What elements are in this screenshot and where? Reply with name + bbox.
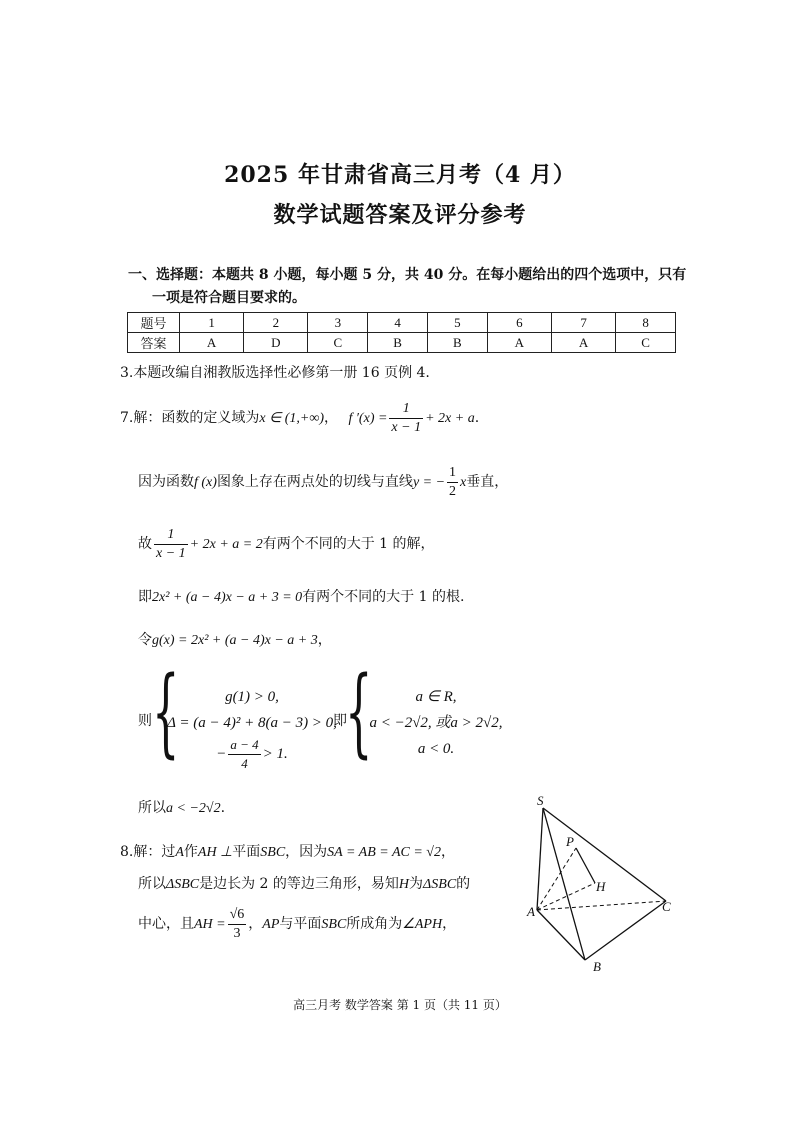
sys1-line-b: Δ = (a − 4)² + 8(a − 3) > 0, [167,715,337,731]
fraction-numerator: 1 [389,400,423,419]
q7-l2-fx: f (x) [194,475,217,490]
q7-line-4 [138,587,464,608]
q8-l1-eq: SA = AB = AC = √2 [327,845,441,860]
q8-l1-perp: AH ⊥ [197,845,233,860]
q7-sys-prefix: 则 [138,713,152,729]
table-cell: A [551,333,615,353]
q8-l2-h: H [398,877,410,892]
fraction-denominator: x − 1 [391,419,422,435]
q8-l1-mid3: ，因为 [285,844,328,860]
sys2-line-a: a ∈ R, [415,689,457,705]
table-cell: C [616,333,676,353]
q7-l2-eq: y = − [412,475,446,490]
section1-heading-line1: 一、选择题：本题共 8 小题，每小题 5 分，共 40 分。在每小题给出的四个选项中，只有 [128,267,687,283]
sys1-c-tail: > 1. [262,745,288,762]
q7-l1-fraction [389,400,423,437]
q8-l1-sbc: SBC [260,845,286,860]
label-a: A [527,904,535,919]
table-cell: 4 [368,313,428,333]
q7-system-2 [356,684,516,762]
left-brace-icon: { [345,656,373,768]
q8-l2-prefix: 所以 [138,876,166,892]
table-cell: 2 [244,313,308,333]
title-line-2: 数学试题答案及评分参考 [273,202,527,228]
q8-l3-ah: AH = [194,917,226,932]
sys2-line-c: a < 0. [417,741,455,757]
table-cell: B [427,333,487,353]
table-cell: 5 [427,313,487,333]
q7-l4-prefix: 即 [138,589,152,605]
fraction-numerator: a − 4 [228,736,260,755]
q8-l1-a: A [175,845,184,860]
fraction-numerator: 1 [447,464,458,483]
q7-l3-end: 有两个不同的大于 1 的解， [262,536,435,552]
q8-l3-end: ， [442,916,457,932]
q8-l3-sbc: SBC [321,917,347,932]
page-footer: 高三月考 数学答案 第 1 页（共 11 页） [293,998,507,1012]
q7-l1-prefix: 7.解：函数的定义域为 [120,410,260,426]
q8-line-2 [138,874,470,895]
q8-l2-mid2: 为 [409,876,424,892]
q7-l7-end: . [220,800,226,816]
note-3: 3.本题改编自湘教版选择性必修第一册 16 页例 4. [120,365,430,381]
q7-l2-fraction [447,464,458,501]
q7-l5-eq: g(x) = 2x² + (a − 4)x − a + 3 [152,633,318,648]
q7-l3-eq: + 2x + a = 2 [189,537,263,552]
table-row [128,333,676,353]
table-cell: 6 [487,313,551,333]
q8-l1-mid2: 平面 [232,844,261,860]
tetrahedron-figure [525,790,685,980]
q8-l3-prefix: 中心，且 [138,916,194,932]
answer-table [127,312,676,353]
q7-line-1 [120,398,479,439]
table-cell: 题号 [128,313,180,333]
q7-line-2 [138,462,508,503]
q8-l3-ap: AP [262,917,280,932]
sys2-line-b: a < −2√2, 或a > 2√2, [369,715,503,731]
q7-line-5 [138,630,332,651]
table-cell: C [308,333,368,353]
q7-line-3 [138,524,435,565]
q8-line-1 [120,842,455,863]
q7-l4-eq: 2x² + (a − 4)x − a + 3 = 0 [152,590,303,605]
q8-l3-mid3: 所成角为 [346,916,403,932]
q8-l3-angle: ∠APH [402,917,443,932]
q7-l1-domain: x ∈ (1,+∞) [259,411,325,426]
q7-l3-prefix: 故 [138,536,152,552]
q8-l1-end: ， [440,844,455,860]
table-cell: 1 [180,313,244,333]
q7-l5-prefix: 令 [138,632,152,648]
fraction-denominator: 2 [449,483,457,499]
q7-l5-end: ， [317,632,332,648]
q7-l7-prefix: 所以 [138,800,166,816]
q7-l2-prefix: 因为函数 [138,474,194,490]
sys1-line-c [166,736,338,773]
section1-heading-line2: 一项是符合题目要求的。 [152,290,306,306]
q8-l2-mid: 是边长为 2 的等边三角形，易知 [199,876,399,892]
q7-l1-fprime: f ′(x) = [348,411,388,426]
q8-line-3 [138,904,456,945]
edge-sa [537,808,543,910]
q7-l4-end: 有两个不同的大于 1 的根. [302,589,465,605]
table-cell: D [244,333,308,353]
q7-l1-comma: ， [324,410,339,426]
q7-l2-x: x [460,475,467,490]
table-row [128,313,676,333]
table-cell: 3 [308,313,368,333]
q8-l3-mid2: 与平面 [279,916,322,932]
q8-l3-mid: ， [248,916,263,932]
label-s: S [537,793,544,808]
q7-l2-end: 垂直， [466,474,509,490]
table-cell: B [368,333,428,353]
q7-l3-fraction [154,526,188,563]
q7-l1-tail: + 2x + a [425,411,475,426]
q8-l2-tri: ΔSBC [166,877,200,892]
sys1-line-a: g(1) > 0, [225,689,279,705]
table-cell: A [180,333,244,353]
q7-sys-mid: 即 [333,713,347,729]
q7-line-7 [138,798,225,819]
edge-bc [585,901,666,960]
label-h: H [596,879,606,894]
left-brace-icon: { [152,656,180,768]
q8-l3-fraction [228,906,247,943]
q7-l2-mid: 图象上存在两点处的切线与直线 [216,474,413,490]
q8-l1-prefix: 8.解：过 [120,844,176,860]
label-b: B [593,959,601,974]
table-cell: A [487,333,551,353]
segment-ph [576,848,595,883]
table-cell: 7 [551,313,615,333]
fraction-numerator: 1 [154,526,188,545]
q7-l7-eq: a < −2√2 [166,801,221,816]
label-c: C [662,899,671,914]
q7-l1-end: . [474,410,480,426]
label-p: P [566,834,574,849]
fraction-denominator: 4 [241,756,248,771]
sys1-c-fraction [228,736,260,773]
table-cell: 8 [616,313,676,333]
fraction-numerator: √6 [228,906,247,925]
fraction-denominator: x − 1 [156,545,186,561]
sys1-c-minus: − [216,745,227,762]
q8-l2-tri2: ΔSBC [423,877,457,892]
q7-system-1 [166,684,338,773]
edge-ac-hidden [537,901,666,910]
fraction-denominator: 3 [233,925,241,941]
q8-l2-end: 的 [456,876,471,892]
table-cell: 答案 [128,333,180,353]
q8-l1-mid1: 作 [183,844,198,860]
title-line-1: 2025 年甘肃省高三月考（4 月） [224,162,576,188]
